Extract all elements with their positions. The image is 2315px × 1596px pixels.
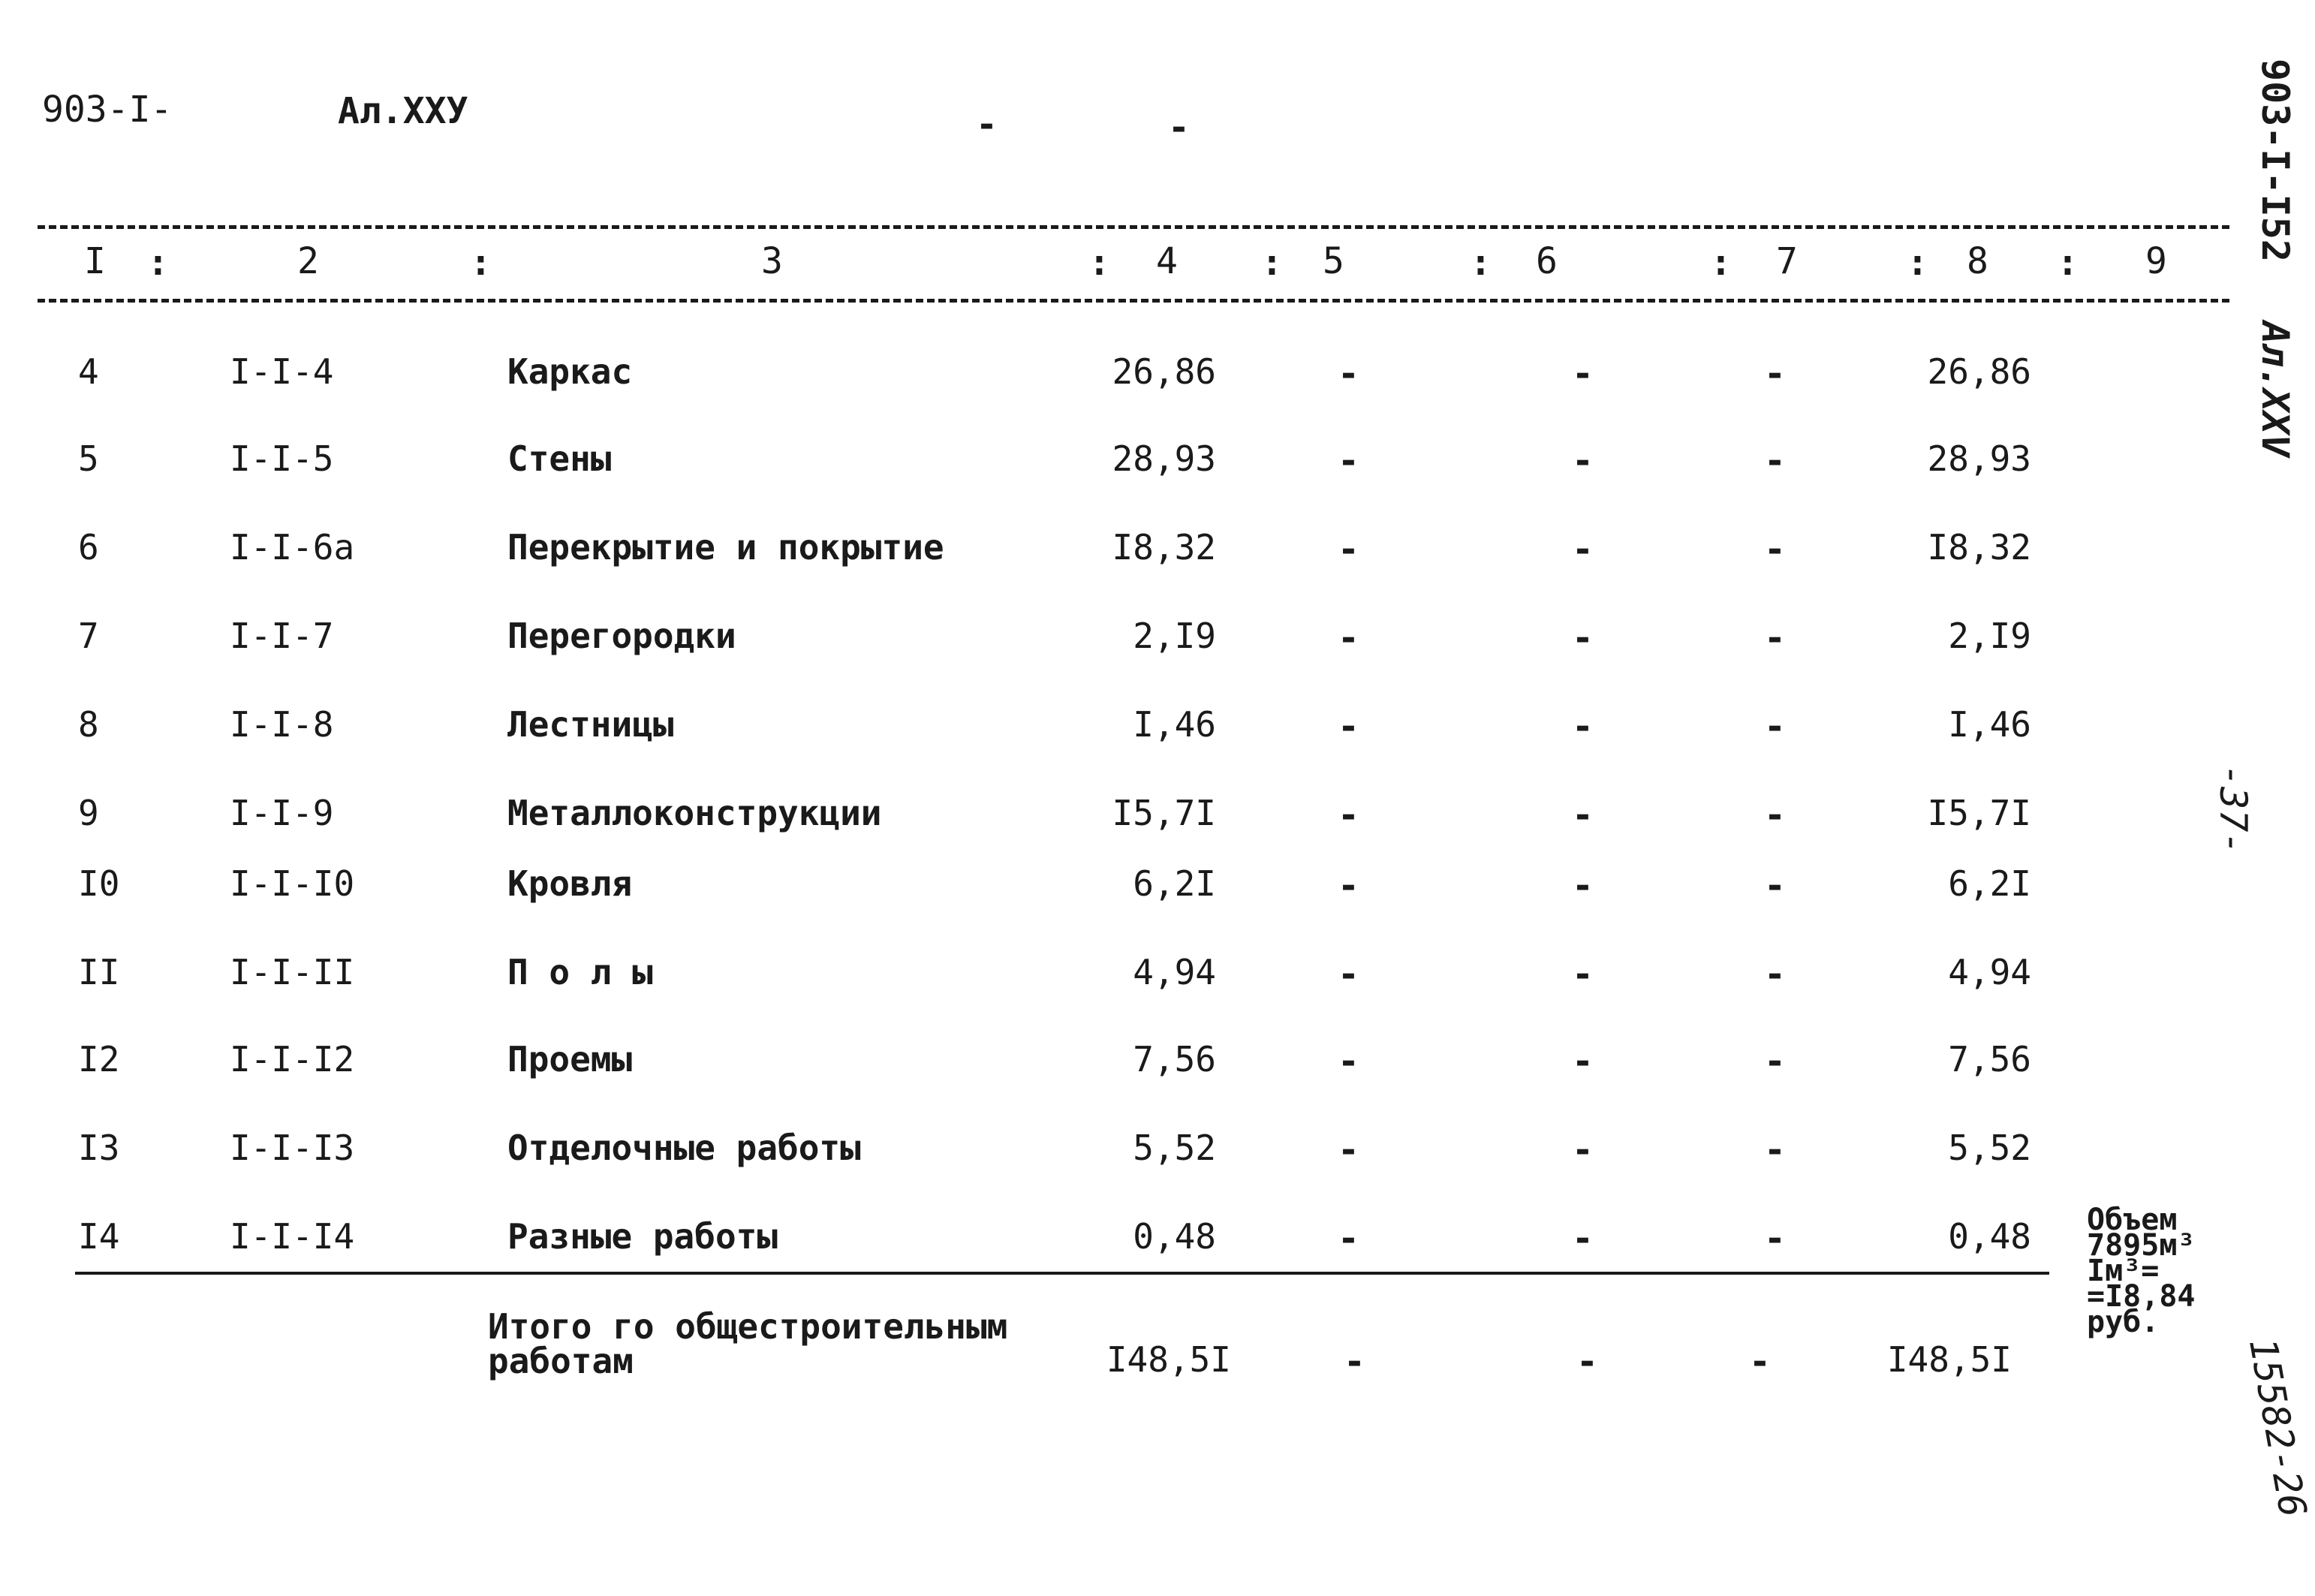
row-col8: I5,7I bbox=[1927, 793, 2031, 833]
header-top-rule bbox=[38, 225, 2229, 229]
row-col6: - bbox=[1572, 1218, 1594, 1260]
column-number: 4 bbox=[1156, 240, 1178, 282]
row-number: 5 bbox=[78, 438, 99, 479]
row-col5: - bbox=[1338, 794, 1359, 836]
row-col6: - bbox=[1572, 1040, 1594, 1083]
row-col6: - bbox=[1572, 953, 1594, 995]
row-col6: - bbox=[1572, 706, 1594, 748]
note-line: =I8,84 bbox=[2087, 1279, 2196, 1314]
row-code: I-I-I0 bbox=[230, 863, 355, 904]
row-col7: - bbox=[1764, 794, 1786, 836]
row-col5: - bbox=[1338, 440, 1359, 482]
row-col8: 4,94 bbox=[1948, 952, 2031, 992]
column-number: 8 bbox=[1967, 240, 1988, 282]
side-sheet-number: 15582-26 bbox=[2240, 1335, 2315, 1521]
row-col7: - bbox=[1764, 353, 1786, 395]
column-number: 7 bbox=[1776, 240, 1798, 282]
row-col8: I,46 bbox=[1948, 704, 2031, 745]
total-label bbox=[488, 1306, 1008, 1381]
row-col6: - bbox=[1572, 617, 1594, 659]
row-col8: I8,32 bbox=[1927, 527, 2031, 568]
row-code: I-I-I2 bbox=[230, 1039, 355, 1080]
side-album-label: Ал.XXV bbox=[2253, 321, 2297, 457]
row-code: I-I-5 bbox=[230, 438, 334, 479]
row-col6: - bbox=[1572, 794, 1594, 836]
row-col7: - bbox=[1764, 1040, 1786, 1083]
row-name: Разные работы bbox=[507, 1216, 778, 1257]
row-code: I-I-7 bbox=[230, 616, 334, 656]
header-bottom-rule bbox=[38, 299, 2229, 303]
row-name: Кровля bbox=[507, 863, 633, 904]
row-col4: 6,2I bbox=[1133, 863, 1216, 904]
row-code: I-I-4 bbox=[230, 351, 334, 392]
row-col4: 7,56 bbox=[1133, 1039, 1216, 1080]
column-number: 9 bbox=[2145, 240, 2167, 282]
column-number: 2 bbox=[297, 240, 319, 282]
row-col7: - bbox=[1764, 617, 1786, 659]
row-number: 9 bbox=[78, 793, 99, 833]
note-line: Объем bbox=[2087, 1203, 2178, 1237]
note-line: 7895м³ bbox=[2087, 1228, 2196, 1263]
column-number: 5 bbox=[1323, 240, 1344, 282]
row-col6: - bbox=[1572, 440, 1594, 482]
row-name: Проемы bbox=[507, 1039, 633, 1080]
side-page-number: -37- bbox=[2211, 764, 2255, 855]
row-number: I3 bbox=[78, 1128, 120, 1168]
row-col5: - bbox=[1338, 1218, 1359, 1260]
column-separator: : bbox=[1907, 242, 1928, 284]
row-col8: 5,52 bbox=[1948, 1128, 2031, 1168]
row-col5: - bbox=[1338, 528, 1359, 571]
row-col7: - bbox=[1764, 1218, 1786, 1260]
row-code: I-I-I3 bbox=[230, 1128, 355, 1168]
row-number: 6 bbox=[78, 527, 99, 568]
column-separator: : bbox=[2057, 242, 2079, 284]
row-code: I-I-II bbox=[230, 952, 355, 992]
row-col8: 2,I9 bbox=[1948, 616, 2031, 656]
column-separator: : bbox=[1088, 242, 1110, 284]
row-number: 7 bbox=[78, 616, 99, 656]
row-col4: 0,48 bbox=[1133, 1216, 1216, 1257]
row-col5: - bbox=[1338, 953, 1359, 995]
row-col5: - bbox=[1338, 1040, 1359, 1083]
note-line: Iм³= bbox=[2087, 1254, 2160, 1288]
row-col8: 28,93 bbox=[1927, 438, 2031, 479]
row-name: Отделочные работы bbox=[507, 1128, 861, 1168]
row-col4: 26,86 bbox=[1112, 351, 1216, 392]
row-col7: - bbox=[1764, 953, 1786, 995]
note-line: руб. bbox=[2087, 1305, 2160, 1339]
row-col8: 0,48 bbox=[1948, 1216, 2031, 1257]
row-col4: 28,93 bbox=[1112, 438, 1216, 479]
row-number: II bbox=[78, 952, 120, 992]
row-name: Перекрытие и покрытие bbox=[507, 527, 944, 568]
row-col6: - bbox=[1572, 528, 1594, 571]
row-col5: - bbox=[1338, 865, 1359, 907]
total-col5: - bbox=[1344, 1341, 1365, 1383]
row-col4: 5,52 bbox=[1133, 1128, 1216, 1168]
total-rule bbox=[75, 1272, 2049, 1275]
row-col4: I8,32 bbox=[1112, 527, 1216, 568]
row-col5: - bbox=[1338, 353, 1359, 395]
document-code: 903-I- bbox=[42, 89, 173, 131]
row-code: I-I-6а bbox=[230, 527, 355, 568]
row-name: Стены bbox=[507, 438, 612, 479]
row-col7: - bbox=[1764, 865, 1786, 907]
row-code: I-I-8 bbox=[230, 704, 334, 745]
row-col5: - bbox=[1338, 1129, 1359, 1171]
total-label-line: Итого го общестроительным bbox=[488, 1306, 1008, 1347]
total-label-line: работам bbox=[488, 1341, 634, 1381]
row-col8: 6,2I bbox=[1948, 863, 2031, 904]
row-col6: - bbox=[1572, 865, 1594, 907]
column-separator: : bbox=[470, 242, 492, 284]
row-col7: - bbox=[1764, 1129, 1786, 1171]
row-col7: - bbox=[1764, 440, 1786, 482]
row-number: I4 bbox=[78, 1216, 120, 1257]
album-label: Ал.XXУ bbox=[338, 90, 468, 132]
row-col7: - bbox=[1764, 528, 1786, 571]
row-name: Лестницы bbox=[507, 704, 674, 745]
row-col4: I5,7I bbox=[1112, 793, 1216, 833]
row-col8: 26,86 bbox=[1927, 351, 2031, 392]
column-separator: : bbox=[1470, 242, 1492, 284]
column-number: 3 bbox=[761, 240, 783, 282]
total-col8: I48,5I bbox=[1886, 1339, 2012, 1380]
column-separator: : bbox=[1710, 242, 1732, 284]
row-col6: - bbox=[1572, 353, 1594, 395]
row-col4: 2,I9 bbox=[1133, 616, 1216, 656]
row-col7: - bbox=[1764, 706, 1786, 748]
row-col5: - bbox=[1338, 617, 1359, 659]
column-separator: : bbox=[1261, 242, 1283, 284]
row-col4: I,46 bbox=[1133, 704, 1216, 745]
total-col6: - bbox=[1576, 1341, 1598, 1383]
row-name: Металлоконструкции bbox=[507, 793, 882, 833]
row-name: П о л ы bbox=[507, 952, 653, 992]
column-separator: : bbox=[147, 242, 169, 284]
total-col7: - bbox=[1749, 1341, 1771, 1383]
row-col4: 4,94 bbox=[1133, 952, 1216, 992]
row-name: Каркас bbox=[507, 351, 633, 392]
row-col8: 7,56 bbox=[1948, 1039, 2031, 1080]
total-col4: I48,5I bbox=[1106, 1339, 1231, 1380]
header-dash: - bbox=[1168, 107, 1190, 149]
row-code: I-I-I4 bbox=[230, 1216, 355, 1257]
row-col6: - bbox=[1572, 1129, 1594, 1171]
header-dash: - bbox=[976, 104, 998, 146]
row-code: I-I-9 bbox=[230, 793, 334, 833]
column-number: I bbox=[84, 240, 106, 282]
row-col5: - bbox=[1338, 706, 1359, 748]
row-number: I2 bbox=[78, 1039, 120, 1080]
row-number: I0 bbox=[78, 863, 120, 904]
row-number: 8 bbox=[78, 704, 99, 745]
volume-note bbox=[2087, 1203, 2196, 1339]
column-number: 6 bbox=[1536, 240, 1558, 282]
row-name: Перегородки bbox=[507, 616, 736, 656]
side-document-code: 903-I-I52 bbox=[2253, 59, 2297, 262]
row-number: 4 bbox=[78, 351, 99, 392]
